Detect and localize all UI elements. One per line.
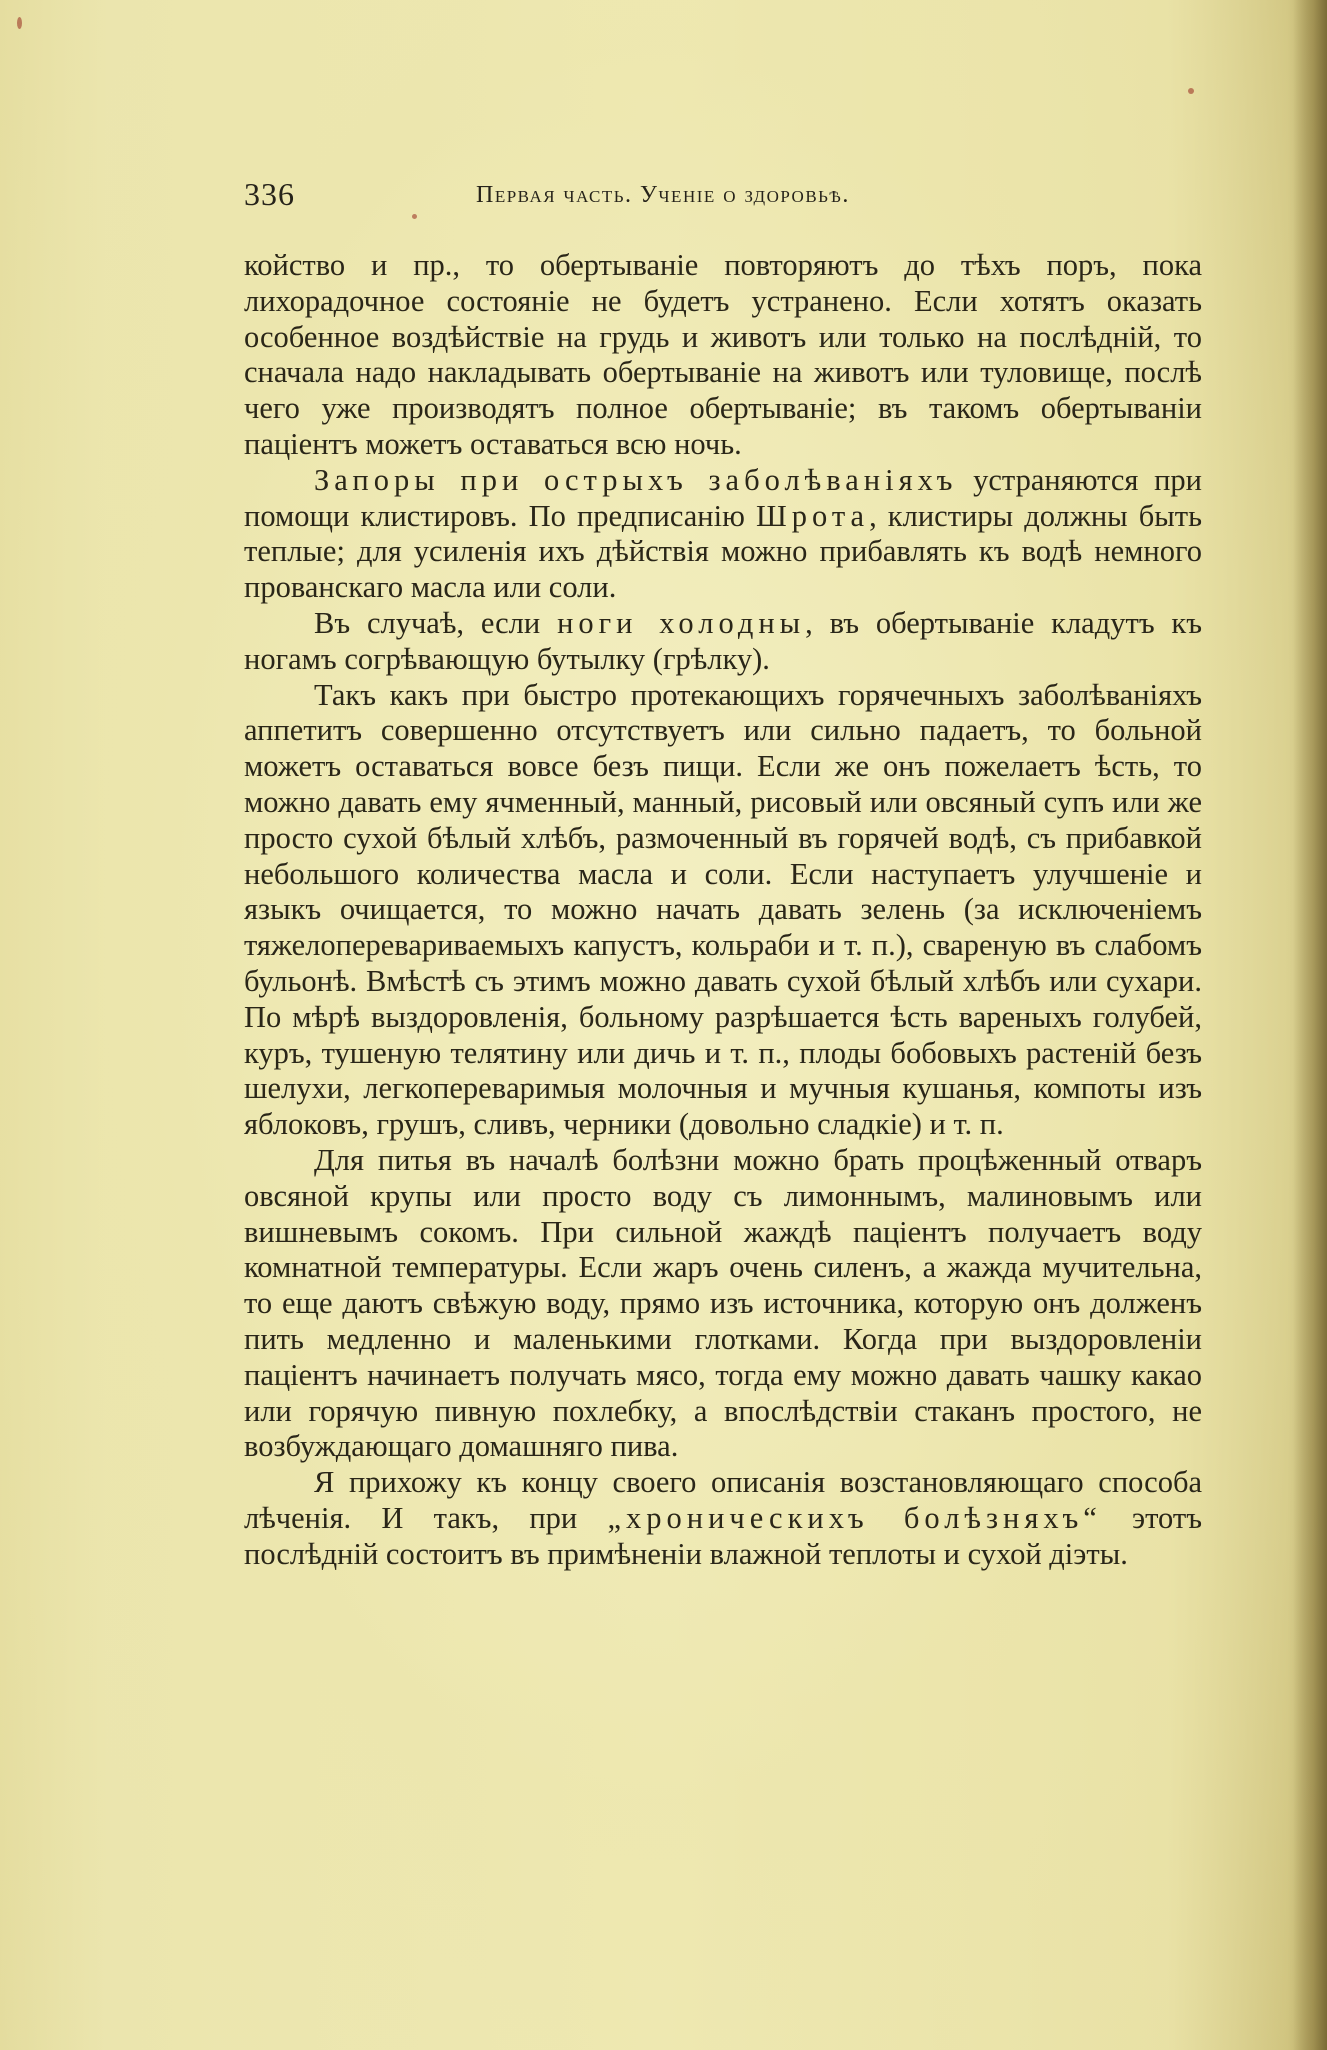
page-header: [244, 176, 1214, 216]
paragraph: [244, 248, 1202, 463]
emphasized-text: ноги холодны: [557, 605, 806, 640]
paragraph-text: , въ обертываніе кладутъ къ ногамъ согрѣвающую бутылку (грѣлку).: [244, 605, 1203, 676]
emphasized-text: Запоры при острыхъ заболѣваніяхъ: [314, 462, 958, 497]
paragraph-text: устраняются при помощи клистировъ. По предписанію: [244, 462, 1202, 533]
emphasized-text: Шрота: [755, 498, 870, 533]
paragraph: [244, 1465, 1202, 1572]
running-head: Первая часть. Ученіе о здоровьѣ.: [476, 182, 850, 208]
paragraph-text: Въ случаѣ, если: [314, 605, 558, 640]
paragraph-text: Я прихожу къ концу своего описанія возстановляющаго способа лѣченія. И такъ, при: [244, 1465, 1202, 1535]
paragraph-text: этотъ послѣдній состоитъ въ примѣненіи влажной теплоты и сухой діэты.: [244, 1500, 1202, 1571]
page-number: 336: [244, 176, 295, 212]
body-text: [244, 248, 1202, 1572]
paragraph-text: койство и пр., то обертываніе повторяютъ до тѣхъ поръ, пока лихорадочное состояніе не будетъ устранено. Если хотятъ оказать особенное воздѣйствіе на грудь и животъ или только на послѣдній, то сначала надо накладывать обертываніе на животъ или туловище, послѣ чего уже производятъ полное обертываніе; въ такомъ обертываніи паціентъ можетъ оставаться всю ночь.: [244, 248, 1202, 461]
ink-speck: [17, 17, 22, 29]
paragraph-text: , клистиры должны быть теплые; для усиленія ихъ дѣйствія можно прибавлять къ водѣ немного прованскаго масла или соли.: [244, 498, 1203, 605]
paragraph: [244, 606, 1202, 678]
paragraph: [244, 1143, 1202, 1465]
emphasized-text: „хроническихъ болѣзняхъ“: [607, 1500, 1102, 1535]
paragraph: [244, 463, 1202, 606]
ink-speck: [1188, 88, 1194, 94]
paragraph-text: Такъ какъ при быстро протекающихъ горячечныхъ заболѣваніяхъ аппетитъ совершенно отсутствуетъ или сильно падаетъ, то больной можетъ оставаться вовсе безъ пищи. Если же онъ пожелаетъ ѣсть, то можно давать ему ячменный, манный, рисовый или овсяный супъ или же просто сухой бѣлый хлѣбъ, размоченный въ горячей водѣ, съ прибавкой небольшого количества масла и соли. Если наступаетъ улучшеніе и языкъ очищается, то можно начать давать зелень (за исключеніемъ тяжелоперевариваемыхъ капустъ, кольраби и т. п.), свареную въ слабомъ бульонѣ. Вмѣстѣ съ этимъ можно давать сухой бѣлый хлѣбъ или сухари. По мѣрѣ выздоровленія, больному разрѣшается ѣсть вареныхъ голубей, куръ, тушеную телятину или дичь и т. п., плоды бобовыхъ растеній безъ шелухи, легкоперевaримыя молочныя и мучныя кушанья, компоты изъ яблоковъ, грушъ, сливъ, черники (довольно сладкіе) и т. п.: [244, 677, 1202, 1142]
paragraph: [244, 678, 1202, 1143]
paragraph-text: Для питья въ началѣ болѣзни можно брать процѣженный отваръ овсяной крупы или просто воду съ лимоннымъ, малиновымъ или вишневымъ сокомъ. При сильной жаждѣ паціентъ получаетъ воду комнатной температуры. Если жаръ очень силенъ, а жажда мучительна, то еще даютъ свѣжую воду, прямо изъ источника, которую онъ долженъ пить медленно и маленькими глотками. Когда при выздоровленіи паціентъ начинаетъ получать мясо, тогда ему можно давать чашку какао или горячую пивную похлебку, а впослѣдствіи стаканъ простого, не возбуждающаго домашняго пива.: [244, 1142, 1202, 1464]
